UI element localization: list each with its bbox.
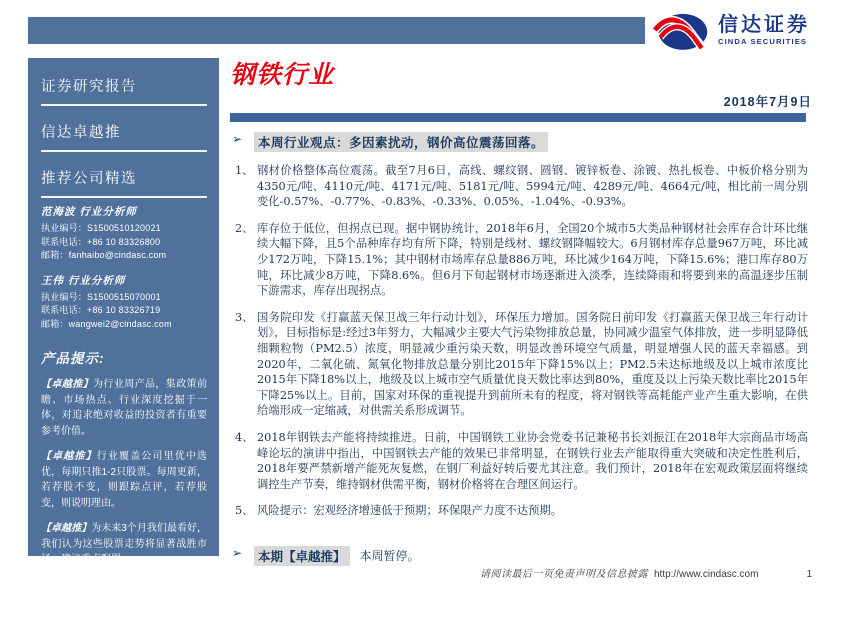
paragraph-text: 库存位于低位，但拐点已现。据中钢协统计，2018年6月，全国20个城市5大类品种钢材社会库存合计环比继续大幅下降，且5个品种库存均有所下降，特别是线材、螺纹钢降幅较大。6月钢材库存总量967万吨，环比减少172万吨，下降15.1%；其中钢材市场库存总量886万吨，环比减少164万吨，下降15.6%；港口库存80万吨，环比减少8万吨，下降8.6%。但6月下旬起钢材市场逐渐进入淡季，连续降雨和将要到来的高温逐步压制下游需求，库存出现拐点。 [257,221,808,298]
company-logo [655,7,815,54]
analyst-block [41,204,207,263]
sidebar-section-recommended-companies: 推荐公司精选 [41,167,207,198]
analyst-license: 执业编号：S1500515070001 [41,291,161,302]
paragraph-number: 4、 [235,430,254,444]
paragraph-number: 5、 [235,504,254,518]
cinda-logo-icon [655,10,709,52]
company-name-cn: 信达证券股份有限公司 [41,581,132,592]
analyst-phone: 联系电话：+86 10 83326800 [41,236,161,247]
page-footer [0,565,812,580]
paragraph-4 [230,430,808,492]
logo-name-cn: 信达证券 [718,14,810,37]
analyst-license: 执业编号：S1500510120021 [41,223,161,233]
tip-tag: 【卓越推】 [41,451,97,462]
paragraph-1 [230,163,808,210]
product-tip [41,521,207,568]
tip-tag: 【卓越推】 [41,523,92,534]
report-date: 2018年7月9日 [723,95,812,109]
paragraph-text: 国务院印发《打赢蓝天保卫战三年行动计划》，环保压力增加。国务院日前印发《打赢蓝天保卫战三年行动计划》，目标指标是:经过3年努力，大幅减少主要大气污染物排放总量，协同减少温室气体排放，进一步明显降低细颗粒物（PM2.5）浓度，明显减少重污染天数，明显改善环境空气质量，明显增强人民的蓝天幸福感。到2020年，二氧化硫、氮氧化物排放总量分别比2015年下降15%以上；PM2.5未达标地级及以上城市浓度比2015年下降18%以上，地级及以上城市空气质量优良天数比率达到80%，重度及以上污染天数比率比2015年下降25%以上。目前，国家对环保的重视提升到前所未有的程度，将对钢铁等高耗能产业产生重大影响，在供给端形成一定缩减，对供需关系形成调节。 [257,310,808,418]
analyst-name: 范海波 行业分析师 [41,206,137,218]
paragraph-list [230,163,808,519]
paragraph-text: 风险提示：宏观经济增速低于预期；环保限产力度不达预期。 [257,504,563,518]
paragraph-3 [230,310,808,419]
product-tip [41,377,207,439]
weekly-view-text: 本周行业观点：多因素扰动，钢价高位震荡回落。 [254,132,548,152]
paragraph-number: 3、 [235,310,254,324]
logo-text [718,15,810,46]
logo-name-en: CINDA SECURITIES [718,37,808,47]
weekly-view-heading [230,132,812,152]
bullet-arrow-icon: ➢ [232,132,243,146]
tip-text: 行业覆盖公司里优中选优，每期只推1-2只股票。每周更新，若荐股不变，则跟踪点评，若荐股变，则说明理由。 [41,451,208,509]
company-address: 北京市西城区闹市口大街9号院1号楼 [41,608,187,619]
tip-tag: 【卓越推】 [41,379,93,390]
paragraph-number: 2、 [235,221,254,235]
period-highlight: 本期【卓越推】 [254,546,350,566]
paragraph-text: 2018年钢铁去产能将持续推进。日前，中国钢铁工业协会党委书记兼秘书长刘振江在2018年大宗商品市场高峰论坛的演讲中指出，中国钢铁去产能的效果已非常明显，在钢铁行业去产能取得重大突破和决定性胜利后，2018年要严禁新增产能死灰复燃，在钢厂利益好转后要尤其注意。我们预计，2018年在宏观政策层面将继续调控生产节奏，维持钢材供需平衡，钢材价格将在合理区间运行。 [257,430,808,491]
company-info [41,581,207,635]
paragraph-text: 钢材价格整体高位震荡。截至7月6日，高线、螺纹钢、圆钢、镀锌板卷、涂镀、热扎板卷、中板价格分别为4350元/吨、4110元/吨、4171元/吨、5181元/吨、5994元/吨、4289元/吨、4664元/吨，相比前一周分别变化-0.57%、-0.77%、-0.83%、-0.33%、0.05%、-1.04%、-0.93%。 [257,164,808,209]
company-name-en: CINDA SECURITIES CO.,LTD [41,595,163,605]
bullet-arrow-icon: ➢ [232,545,243,560]
paragraph-number: 1、 [235,164,254,177]
footer-disclaimer: 请阅读最后一页免责声明及信息披露 [479,569,648,580]
sidebar [28,58,219,632]
company-postcode: 邮编：100031 [41,622,99,632]
analyst-email: 邮箱：wangwei2@cindasc.com [41,318,172,329]
product-tip [41,449,207,511]
header-band [28,17,645,44]
divider-bar [230,113,806,122]
report-title: 钢铁行业 [230,60,335,89]
analyst-email: 邮箱：fanhaibo@cindasc.com [41,250,167,260]
page-number: 1 [806,569,812,580]
period-status: 本周暂停。 [359,548,420,563]
analyst-name: 王伟 行业分析师 [41,274,126,287]
tip-text: 为未来3个月我们最看好，我们认为这些股票走势将显著战胜市场，建议重点配置。 [41,523,208,565]
main-content [230,55,812,566]
current-period-line [230,546,812,566]
paragraph-2 [230,221,808,299]
analyst-block [41,273,207,332]
footer-url-link[interactable]: http://www.cindasc.com [653,569,759,580]
product-tips-title: 产品提示: [41,351,105,366]
analyst-phone: 联系电话：+86 10 83326719 [41,305,161,315]
paragraph-5-risk [230,503,808,519]
tip-text: 为行业周产品，集政策前瞻、市场热点、行业深度挖掘于一体，对追求绝对收益的投资者有重要参考价值。 [41,379,207,437]
sidebar-section-research-report: 证券研究报告 [41,75,207,106]
sidebar-section-cinda-zhuoyuetui: 信达卓越推 [41,121,207,152]
